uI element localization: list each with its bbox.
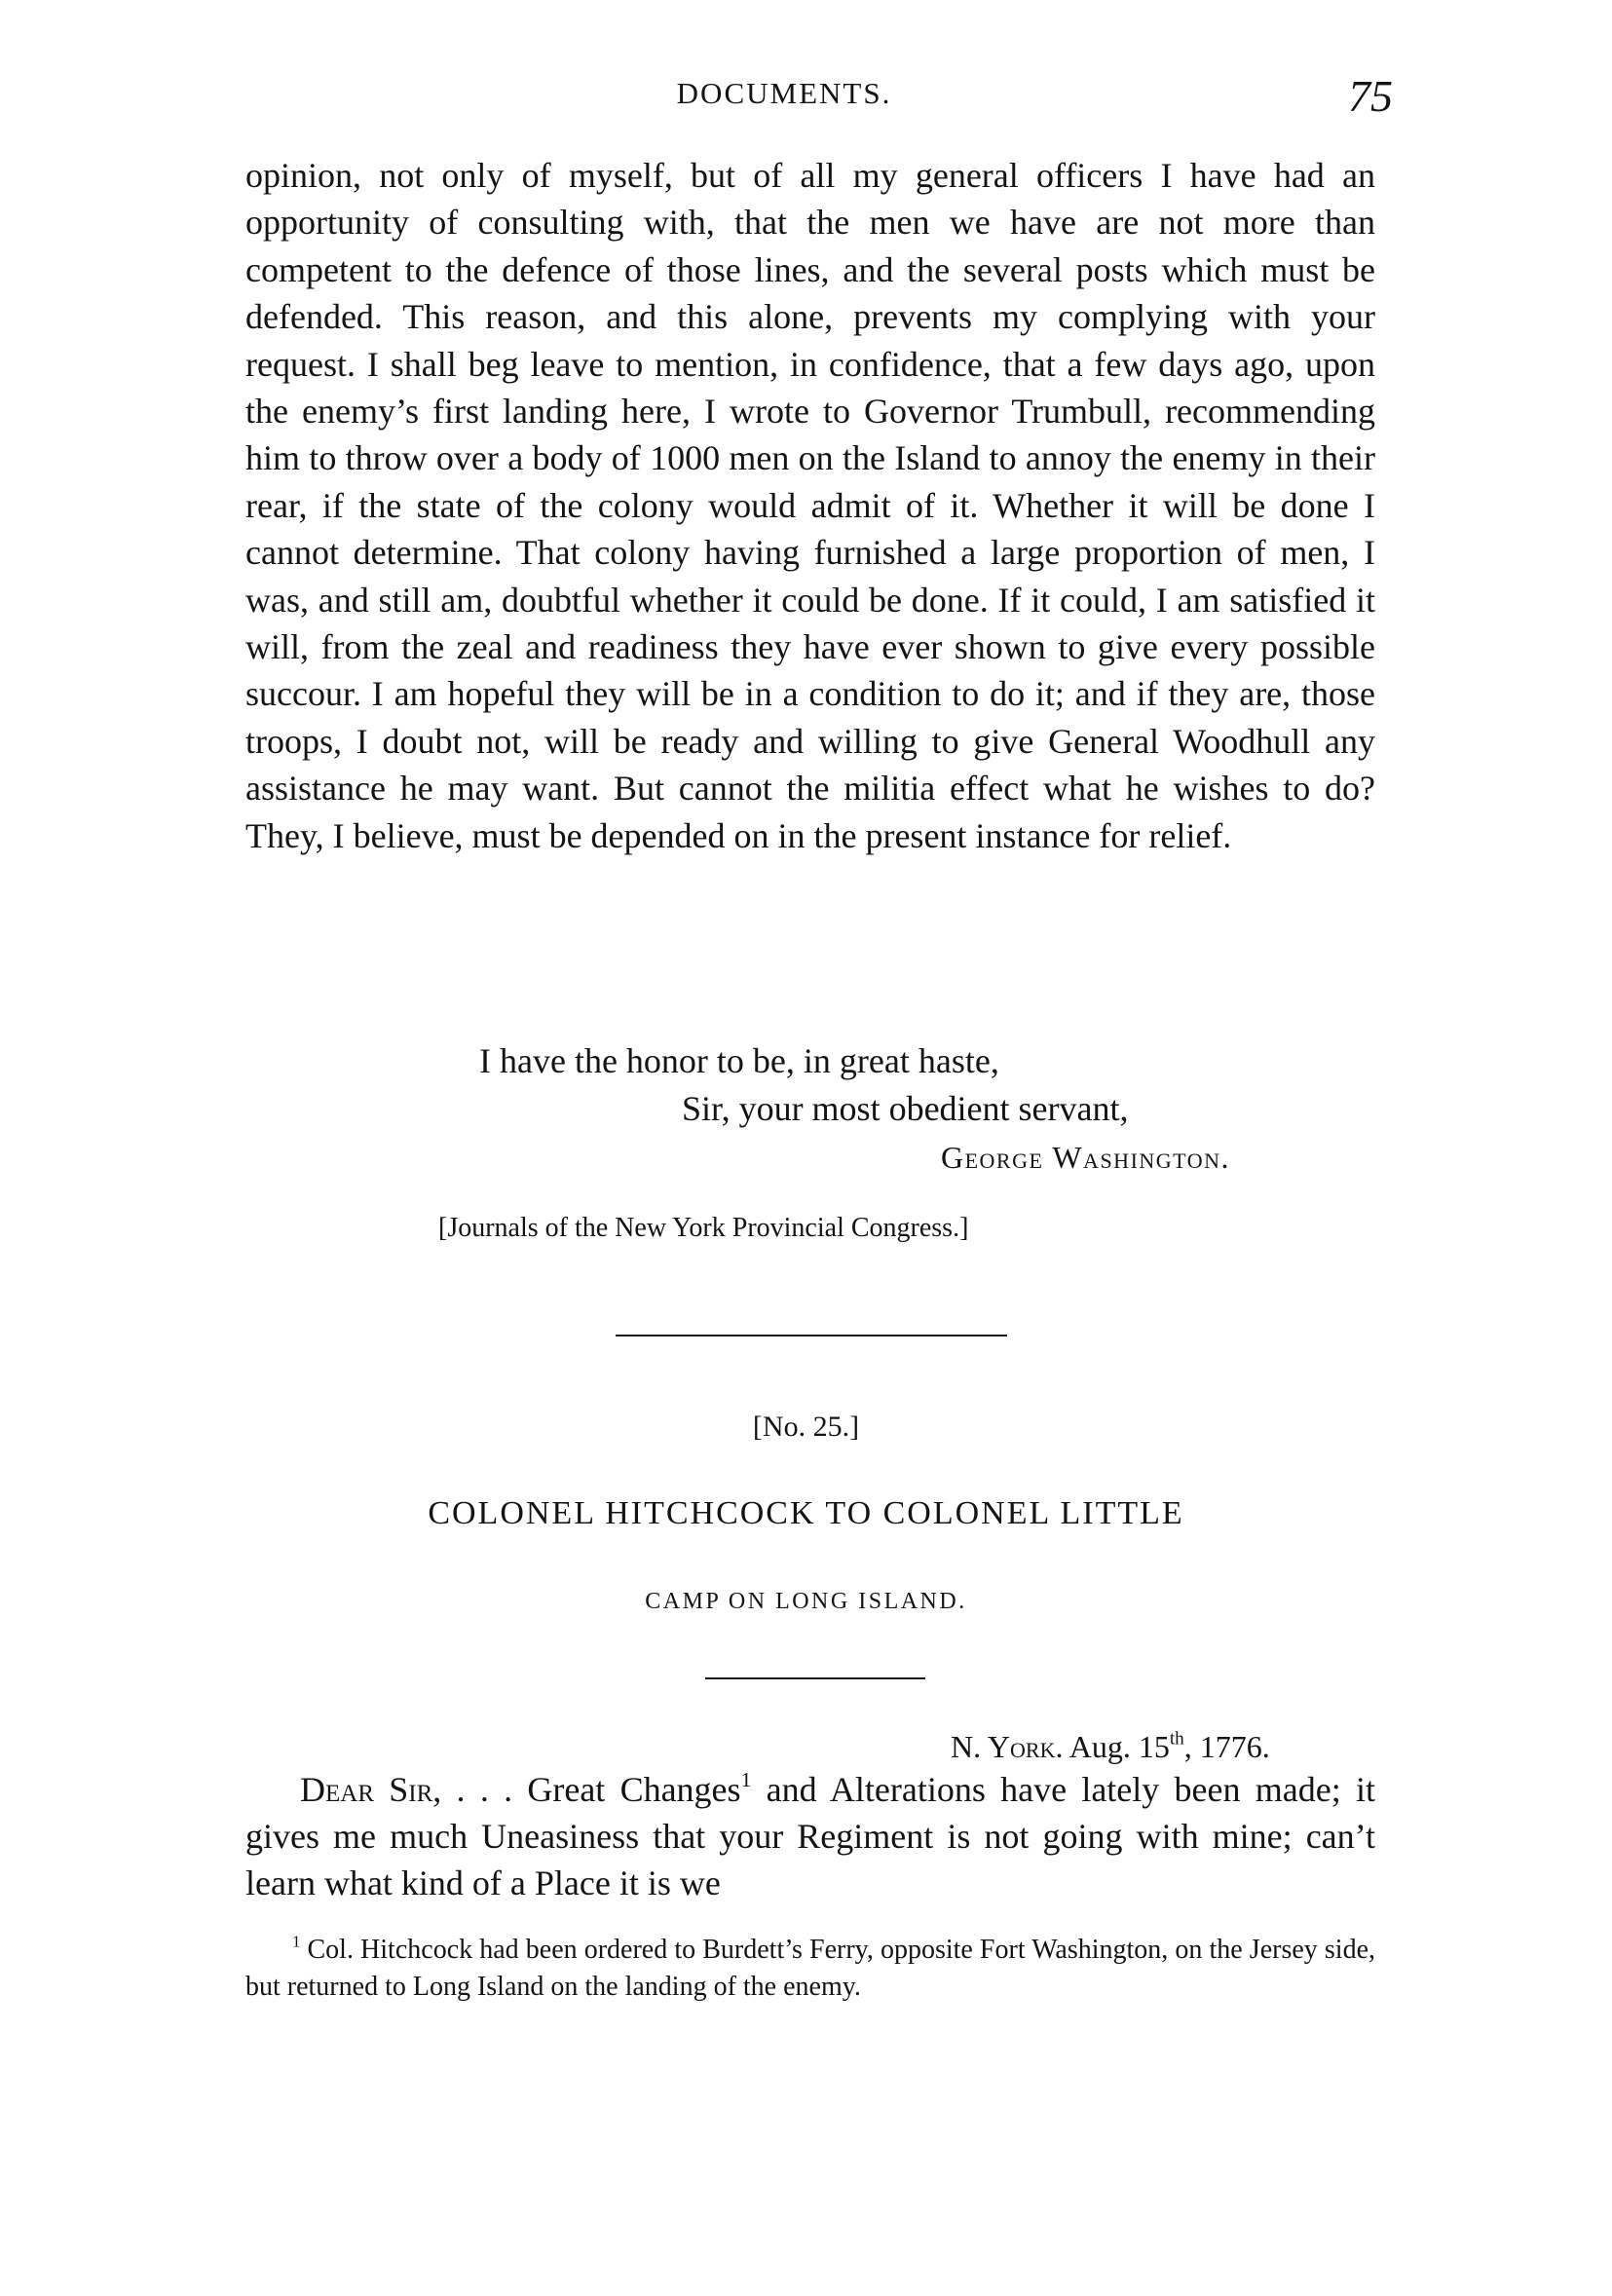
dateline-place: N. York. (951, 1729, 1064, 1764)
running-head (0, 71, 1612, 125)
letter-body-continuation (245, 152, 1375, 859)
document-subtitle: CAMP ON LONG ISLAND. (645, 1589, 967, 1614)
document-title: COLONEL HITCHCOCK TO COLONEL LITTLE (428, 1495, 1184, 1531)
closing-line-1-text: I have the honor to be, in great haste, (479, 1041, 999, 1080)
closing-line-2-text: Sir, your most obedient servant, (682, 1089, 1129, 1128)
title-divider-rule (705, 1677, 925, 1679)
ellipsis: . . . (441, 1770, 528, 1809)
footnote-text: Col. Hitchcock had been ordered to Burdett’s Ferry, opposite Fort Washington, on the Jersey side, but returned to Long Island on the landing of the enemy. (245, 1935, 1375, 2002)
footnote-paragraph (245, 1932, 1375, 2006)
letter-body (245, 1766, 1375, 1906)
document-number: [No. 25.] (752, 1411, 860, 1443)
page-number: 75 (1348, 71, 1393, 121)
running-title: DOCUMENTS. (676, 76, 892, 110)
dateline-year: , 1776. (1183, 1729, 1270, 1764)
dateline-superscript: th (1169, 1728, 1184, 1750)
section-divider-rule (616, 1335, 1007, 1336)
footnote-mark: 1 (292, 1932, 301, 1951)
letter-paragraph (245, 1766, 1375, 1906)
dateline (951, 1729, 1270, 1765)
footnote (245, 1932, 1375, 2006)
dateline-date: Aug. 15 (1068, 1729, 1170, 1764)
signature: George Washington. (941, 1140, 1230, 1175)
source-citation: [Journals of the New York Provincial Congress.] (438, 1213, 969, 1243)
salutation: Dear Sir, (300, 1770, 442, 1809)
letter-body-part-1: Great Changes (527, 1770, 741, 1809)
footnote-reference: 1 (740, 1767, 752, 1791)
letter-body-paragraph: opinion, not only of myself, but of all my general officers I have had an opportunity of consulting with, that the men we have are not more than competent to the defence of those lines, and the several posts which must be defended. This reason, and this alone, prevents my complying with your request. I shall beg leave to mention, in confidence, that a few days ago, upon the enemy’s first landing here, I wrote to Governor Trumbull, recommending him to throw over a body of 1000 men on the Island to annoy the enemy in their rear, if the state of the colony would admit of it. Whether it will be done I cannot determine. That colony having furnished a large proportion of men, I was, and still am, doubtful whether it could be done. If it could, I am satisfied it will, from the zeal and readiness they have ever shown to give every possible succour. I am hopeful they will be in a condition to do it; and if they are, those troops, I doubt not, will be ready and willing to give General Woodhull any assistance he may want. But cannot the militia effect what he wishes to do? They, I believe, must be depended on in the present instance for relief. (245, 156, 1375, 855)
letter-body-part-2: and Alterations have lately been made; it gives me much Uneasiness that your Regiment is not going with mine; can’t learn what kind of a Place it is we (245, 1770, 1376, 1902)
